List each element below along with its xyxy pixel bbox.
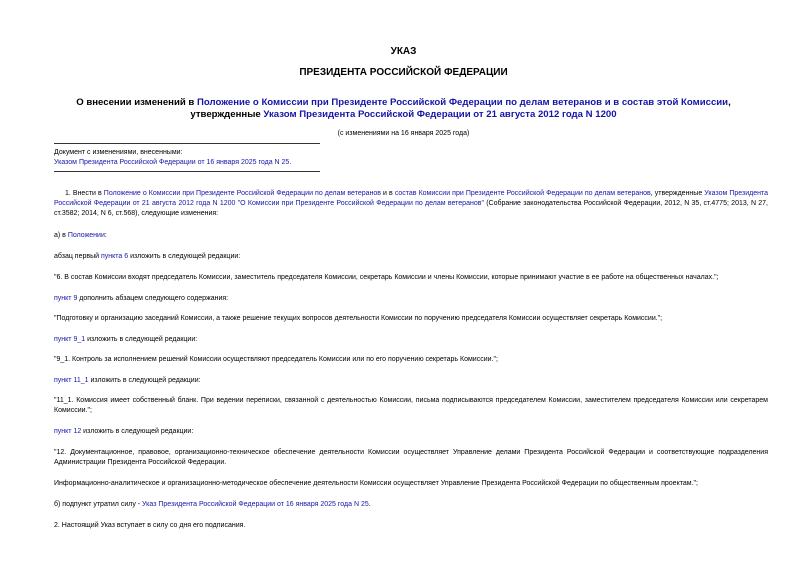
link-point-12[interactable]: пункт 12	[54, 428, 82, 435]
amendments-link[interactable]: Указом Президента Российской Федерации от 16 января 2025 года N 25	[54, 159, 290, 166]
paragraph-7	[54, 335, 768, 345]
paragraph-8: "9_1. Контроль за исполнением решений Комиссии осуществляют председатель Комиссии или по его поручению секретарь Комиссии.";	[54, 356, 498, 363]
text: 1. Внести в	[65, 190, 104, 197]
paragraph-13: Информационно-аналитическое и организационно-методическое обеспечение деятельности Комиссии осуществляет Управление Президента Российской Федерации по общественным проектам.";	[54, 480, 698, 487]
paragraph-5	[54, 294, 768, 304]
paragraph-1	[54, 189, 768, 219]
paragraph-4: "6. В состав Комиссии входят председатель Комиссии, заместитель председателя Комиссии, секретарь Комиссии и члены Комиссии, которые принимают участие в ее работе на общественных началах.";	[54, 274, 719, 281]
text: изложить в следующей редакции:	[85, 336, 198, 343]
title-link-decree[interactable]: Указом Президента Российской Федерации от 21 августа 2012 года N 1200	[263, 109, 617, 120]
divider	[54, 171, 320, 172]
link-point-9[interactable]: пункт 9	[54, 295, 78, 302]
link-composition[interactable]: состав Комиссии при Президенте Российской Федерации по делам ветеранов	[394, 190, 651, 197]
link-regulation[interactable]: Положение о Комиссии при Президенте Российской Федерации по делам ветеранов	[103, 190, 381, 197]
link-decree-25[interactable]: Указ Президента Российской Федерации от 16 января 2025 года N 25	[142, 501, 369, 508]
paragraph-14	[54, 500, 768, 510]
paragraph-6: "Подготовку и организацию заседаний Комиссии, а также решение текущих вопросов деятельности Комиссии по поручению председателя Комиссии осуществляет секретарь Комиссии.";	[54, 315, 663, 322]
text: и в	[380, 190, 395, 197]
text: а) в	[54, 232, 68, 239]
link-point-6[interactable]: пункта 6	[101, 253, 129, 260]
text: абзац первый	[54, 253, 101, 260]
paragraph-11	[54, 427, 768, 437]
text: :	[104, 232, 107, 239]
link-regulation-short[interactable]: Положении	[67, 232, 105, 239]
link-point-9-1[interactable]: пункт 9_1	[54, 336, 86, 343]
text: изложить в следующей редакции:	[128, 253, 241, 260]
decree-heading: УКАЗ	[390, 46, 417, 57]
title-text: , утвержденные	[190, 97, 731, 120]
text: (Собрание законодательства Российской Федерации, 2012, N 35, ст.4775; 2013, N 27, ст.3582; 2014, N 6, ст.568), следующие изменения:	[54, 200, 769, 217]
text: .	[368, 501, 371, 508]
paragraph-15: 2. Настоящий Указ вступает в силу со дня его подписания.	[54, 522, 246, 529]
text: б) подпункт утратил силу -	[54, 501, 143, 508]
paragraph-9	[54, 376, 768, 386]
decree-issuer: ПРЕЗИДЕНТА РОССИЙСКОЙ ФЕДЕРАЦИИ	[299, 67, 508, 78]
link-point-11-1[interactable]: пункт 11_1	[54, 377, 89, 384]
paragraph-2	[54, 231, 768, 241]
title-text: О внесении изменений в	[76, 97, 197, 108]
amendments-end: .	[289, 159, 292, 166]
edition-note: (с изменениями на 16 января 2025 года)	[337, 130, 470, 137]
text: изложить в следующей редакции:	[81, 428, 194, 435]
paragraph-3	[54, 252, 768, 262]
text: , утвержденные	[650, 190, 705, 197]
paragraph-10: "11_1. Комиссия имеет собственный бланк. При ведении переписки, связанной с деятельностью Комиссии, письма подписываются председателем Комиссии, заместителем председателя Комиссии или секретарем Комиссии.";	[54, 397, 768, 414]
text: дополнить абзацем следующего содержания:	[77, 295, 229, 302]
text: изложить в следующей редакции:	[88, 377, 201, 384]
paragraph-12: "12. Документационное, правовое, организационно-техническое обеспечение деятельности Комиссии осуществляет Управление делами Президента Российской Федерации и соответствующие подразделения Администрации Президента Российской Федерации.	[54, 449, 768, 466]
amendments-label: Документ с изменениями, внесенными:	[54, 149, 183, 156]
amendments-box	[54, 143, 320, 172]
title-link-regulation[interactable]: Положение о Комиссии при Президенте Российской Федерации по делам ветеранов и в состав этой Комиссии	[197, 97, 729, 108]
document-title	[45, 97, 762, 121]
link-decree-1200[interactable]: Указом Президента Российской Федерации от 21 августа 2012 года N 1200 "О Комиссии при Президенте Российской Федерации по делам ветеранов"	[54, 190, 769, 207]
